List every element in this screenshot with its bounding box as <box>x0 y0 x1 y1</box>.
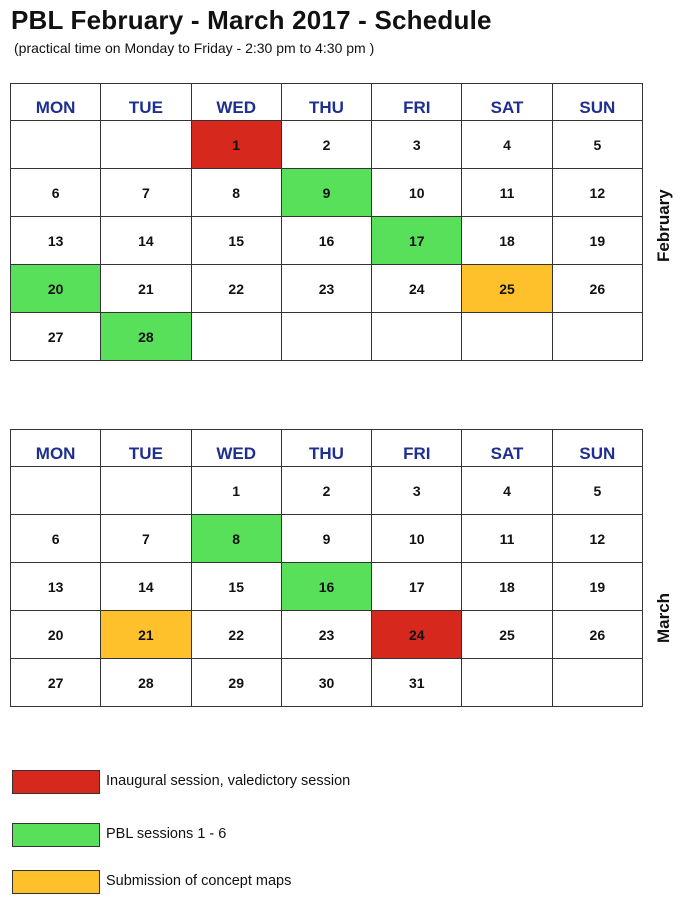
day-cell: 28 <box>101 659 191 707</box>
weekday-header-row <box>11 430 643 467</box>
weekday-header: TUE <box>101 84 191 121</box>
day-cell: 26 <box>552 611 642 659</box>
day-cell: 9 <box>281 515 371 563</box>
week-row <box>11 515 643 563</box>
day-cell: 12 <box>552 169 642 217</box>
day-cell: 16 <box>281 563 371 611</box>
day-cell: 24 <box>372 611 462 659</box>
weekday-header: THU <box>281 430 371 467</box>
day-cell: 4 <box>462 467 552 515</box>
empty-cell <box>462 313 552 361</box>
empty-cell <box>372 313 462 361</box>
empty-cell <box>191 313 281 361</box>
day-cell: 23 <box>281 265 371 313</box>
week-row <box>11 611 643 659</box>
week-row <box>11 313 643 361</box>
day-cell: 30 <box>281 659 371 707</box>
empty-cell <box>11 121 101 169</box>
day-cell: 19 <box>552 217 642 265</box>
day-cell: 27 <box>11 313 101 361</box>
page-title: PBL February - March 2017 - Schedule <box>11 5 492 35</box>
empty-cell <box>101 121 191 169</box>
day-cell: 20 <box>11 265 101 313</box>
week-row <box>11 121 643 169</box>
day-cell: 23 <box>281 611 371 659</box>
empty-cell <box>101 467 191 515</box>
week-row <box>11 169 643 217</box>
day-cell: 11 <box>462 169 552 217</box>
weekday-header: FRI <box>372 430 462 467</box>
legend-swatch-orange <box>12 870 100 894</box>
day-cell: 21 <box>101 611 191 659</box>
legend-label: Inaugural session, valedictory session <box>106 773 351 789</box>
day-cell: 5 <box>552 121 642 169</box>
weekday-header: MON <box>11 84 101 121</box>
day-cell: 20 <box>11 611 101 659</box>
day-cell: 18 <box>462 563 552 611</box>
day-cell: 9 <box>281 169 371 217</box>
legend-label: Submission of concept maps <box>106 873 292 889</box>
day-cell: 1 <box>191 467 281 515</box>
weekday-header: TUE <box>101 430 191 467</box>
day-cell: 25 <box>462 611 552 659</box>
february-month-label: February <box>654 189 673 262</box>
day-cell: 24 <box>372 265 462 313</box>
day-cell: 13 <box>11 563 101 611</box>
legend-swatch-red <box>12 770 100 794</box>
day-cell: 21 <box>101 265 191 313</box>
empty-cell <box>281 313 371 361</box>
day-cell: 7 <box>101 169 191 217</box>
day-cell: 12 <box>552 515 642 563</box>
march-month-label: March <box>654 592 673 643</box>
day-cell: 22 <box>191 611 281 659</box>
week-row <box>11 265 643 313</box>
day-cell: 2 <box>281 467 371 515</box>
week-row <box>11 217 643 265</box>
weekday-header: MON <box>11 430 101 467</box>
day-cell: 5 <box>552 467 642 515</box>
day-cell: 19 <box>552 563 642 611</box>
day-cell: 25 <box>462 265 552 313</box>
day-cell: 8 <box>191 515 281 563</box>
day-cell: 15 <box>191 563 281 611</box>
day-cell: 18 <box>462 217 552 265</box>
day-cell: 2 <box>281 121 371 169</box>
day-cell: 11 <box>462 515 552 563</box>
day-cell: 10 <box>372 169 462 217</box>
february-calendar <box>10 83 643 361</box>
day-cell: 14 <box>101 563 191 611</box>
march-calendar <box>10 429 643 707</box>
empty-cell <box>552 659 642 707</box>
weekday-header: SUN <box>552 430 642 467</box>
page-subtitle: (practical time on Monday to Friday - 2:30 pm to 4:30 pm ) <box>14 40 375 56</box>
weekday-header-row <box>11 84 643 121</box>
day-cell: 3 <box>372 467 462 515</box>
weekday-header: WED <box>191 430 281 467</box>
weekday-header: THU <box>281 84 371 121</box>
day-cell: 26 <box>552 265 642 313</box>
weekday-header: FRI <box>372 84 462 121</box>
day-cell: 15 <box>191 217 281 265</box>
day-cell: 1 <box>191 121 281 169</box>
day-cell: 4 <box>462 121 552 169</box>
week-row <box>11 563 643 611</box>
legend-swatch-green <box>12 823 100 847</box>
weekday-header: SAT <box>462 84 552 121</box>
day-cell: 14 <box>101 217 191 265</box>
weekday-header: SAT <box>462 430 552 467</box>
day-cell: 22 <box>191 265 281 313</box>
day-cell: 17 <box>372 217 462 265</box>
weekday-header: SUN <box>552 84 642 121</box>
day-cell: 10 <box>372 515 462 563</box>
day-cell: 28 <box>101 313 191 361</box>
weekday-header: WED <box>191 84 281 121</box>
day-cell: 13 <box>11 217 101 265</box>
day-cell: 6 <box>11 515 101 563</box>
week-row <box>11 467 643 515</box>
empty-cell <box>11 467 101 515</box>
day-cell: 6 <box>11 169 101 217</box>
empty-cell <box>462 659 552 707</box>
day-cell: 3 <box>372 121 462 169</box>
day-cell: 27 <box>11 659 101 707</box>
week-row <box>11 659 643 707</box>
legend-label: PBL sessions 1 - 6 <box>106 826 227 842</box>
day-cell: 31 <box>372 659 462 707</box>
day-cell: 7 <box>101 515 191 563</box>
day-cell: 17 <box>372 563 462 611</box>
day-cell: 8 <box>191 169 281 217</box>
day-cell: 16 <box>281 217 371 265</box>
empty-cell <box>552 313 642 361</box>
day-cell: 29 <box>191 659 281 707</box>
